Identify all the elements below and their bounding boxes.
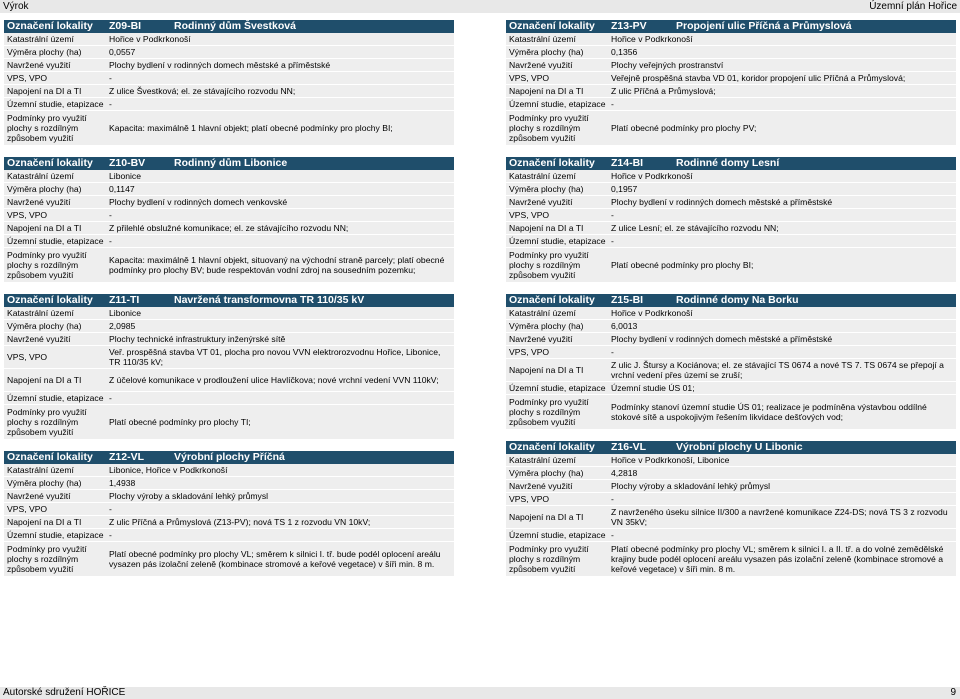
row-podminky-vyuziti [4, 248, 454, 283]
vps-vpo-value: Veřejně prospěšná stavba VD 01, koridor propojení ulic Příčná a Průmyslová; [611, 73, 906, 83]
lokalita-block [506, 157, 956, 283]
lokalita-code: Z12-VL [109, 451, 145, 463]
vps-vpo-value: - [611, 347, 614, 357]
katastralni-uzemi-label: Katastrální území [509, 34, 576, 44]
lokalita-name: Propojení ulic Příčná a Průmyslová [676, 20, 852, 32]
lokalita-code: Z09-BI [109, 20, 142, 32]
lokalita-code: Z13-PV [611, 20, 647, 32]
vymera-plochy-label: Výměra plochy (ha) [7, 47, 82, 57]
lokalita-block [4, 157, 454, 283]
row-uzemni-studie [506, 235, 956, 248]
row-podminky-vyuziti [4, 405, 454, 440]
lokalita-header [506, 157, 956, 170]
lokalita-block [4, 294, 454, 440]
row-navrzene-vyuziti [506, 480, 956, 493]
vymera-plochy-value: 0,1957 [611, 184, 638, 194]
row-uzemni-studie [506, 98, 956, 111]
podminky-vyuziti-value: Platí obecné podmínky pro plochy TI; [109, 417, 251, 427]
lokalita-name: Výrobní plochy U Libonic [676, 441, 803, 453]
katastralni-uzemi-label: Katastrální území [7, 308, 74, 318]
katastralni-uzemi-value: Hořice v Podkrkonoší [611, 34, 693, 44]
oznaceni-label: Označení lokality [7, 20, 93, 32]
lokalita-code: Z15-BI [611, 294, 644, 306]
navrzene-vyuziti-label: Navržené využití [7, 60, 71, 70]
navrzene-vyuziti-value: Plochy bydlení v rodinných domech městské a příměstské [109, 60, 331, 70]
vps-vpo-value: - [611, 494, 614, 504]
napojeni-di-ti-label: Napojení na DI a TI [509, 223, 584, 233]
uzemni-studie-label: Územní studie, etapizace [509, 99, 606, 109]
napojeni-di-ti-value: Z ulic Příčná a Průmyslová; [611, 86, 716, 96]
vps-vpo-label: VPS, VPO [509, 73, 550, 83]
row-katastralni-uzemi [506, 33, 956, 46]
row-navrzene-vyuziti [506, 196, 956, 209]
navrzene-vyuziti-label: Navržené využití [7, 334, 71, 344]
vymera-plochy-value: 0,0557 [109, 47, 136, 57]
napojeni-di-ti-value: Z ulic Příčná a Průmyslová (Z13-PV); nová TS 1 z rozvodu VN 10kV; [109, 517, 371, 527]
row-katastralni-uzemi [4, 307, 454, 320]
lokalita-header [506, 20, 956, 33]
vymera-plochy-value: 1,4938 [109, 478, 136, 488]
uzemni-studie-label: Územní studie, etapizace [509, 530, 606, 540]
row-navrzene-vyuziti [4, 490, 454, 503]
row-podminky-vyuziti [506, 111, 956, 146]
vps-vpo-label: VPS, VPO [7, 352, 48, 362]
napojeni-di-ti-value: Z přilehlé obslužné komunikace; el. ze stávajícího rozvodu NN; [109, 223, 349, 233]
row-vymera-plochy [506, 467, 956, 480]
page-header [0, 0, 960, 13]
row-napojeni-di-ti [4, 85, 454, 98]
katastralni-uzemi-label: Katastrální území [7, 171, 74, 181]
napojeni-di-ti-label: Napojení na DI a TI [7, 86, 82, 96]
navrzene-vyuziti-value: Plochy výroby a skladování lehký průmysl [611, 481, 771, 491]
lokalita-block [506, 20, 956, 146]
row-uzemni-studie [506, 382, 956, 395]
oznaceni-label: Označení lokality [509, 294, 595, 306]
lokalita-header [4, 20, 454, 33]
podminky-vyuziti-label: Podmínky pro využití plochy s rozdílným způsobem využití [509, 397, 589, 427]
row-vymera-plochy [506, 183, 956, 196]
header-section: Výrok [3, 1, 29, 12]
uzemni-studie-value: - [109, 99, 112, 109]
row-katastralni-uzemi [4, 170, 454, 183]
vps-vpo-value: Veř. prospěšná stavba VT 01, plocha pro novou VVN elektrorozvodnu Hořice, Libonice, TR 110/35 kV; [109, 347, 441, 367]
row-katastralni-uzemi [4, 33, 454, 46]
lokalita-name: Rodinné domy Lesní [676, 157, 780, 169]
row-katastralni-uzemi [506, 454, 956, 467]
uzemni-studie-value: - [611, 530, 614, 540]
oznaceni-label: Označení lokality [7, 294, 93, 306]
row-podminky-vyuziti [4, 542, 454, 577]
row-napojeni-di-ti [506, 85, 956, 98]
navrzene-vyuziti-value: Plochy výroby a skladování lehký průmysl [109, 491, 269, 501]
row-vps-vpo [506, 493, 956, 506]
uzemni-studie-value: - [611, 236, 614, 246]
row-vps-vpo [506, 72, 956, 85]
oznaceni-label: Označení lokality [7, 157, 93, 169]
vymera-plochy-label: Výměra plochy (ha) [7, 321, 82, 331]
vymera-plochy-value: 0,1147 [109, 184, 135, 194]
row-navrzene-vyuziti [4, 333, 454, 346]
podminky-vyuziti-label: Podmínky pro využití plochy s rozdílným způsobem využití [7, 544, 87, 574]
vymera-plochy-label: Výměra plochy (ha) [509, 47, 584, 57]
napojeni-di-ti-label: Napojení na DI a TI [509, 365, 584, 375]
lokalita-code: Z16-VL [611, 441, 647, 453]
vps-vpo-label: VPS, VPO [7, 504, 48, 514]
podminky-vyuziti-label: Podmínky pro využití plochy s rozdílným způsobem využití [7, 407, 87, 437]
row-vps-vpo [506, 209, 956, 222]
podminky-vyuziti-value: Platí obecné podmínky pro plochy VL; směrem k silnici I. a II. tř. a do volné zemědělské krajiny bude podél oplocení areálu vysazen pás izolační zeleně (kombinace stromové a keřové vegetace) v šíři min. 8 m. [611, 544, 944, 574]
vps-vpo-label: VPS, VPO [7, 210, 48, 220]
row-vymera-plochy [4, 320, 454, 333]
vymera-plochy-label: Výměra plochy (ha) [7, 478, 82, 488]
footer-author: Autorské sdružení HOŘICE [3, 687, 126, 698]
katastralni-uzemi-label: Katastrální území [7, 465, 74, 475]
uzemni-studie-label: Územní studie, etapizace [7, 236, 104, 246]
lokalita-block [506, 441, 956, 577]
napojeni-di-ti-value: Z ulice Švestková; el. ze stávajícího rozvodu NN; [109, 86, 296, 96]
katastralni-uzemi-value: Libonice, Hořice v Podkrkonoší [109, 465, 228, 475]
podminky-vyuziti-label: Podmínky pro využití plochy s rozdílným způsobem využití [7, 113, 87, 143]
navrzene-vyuziti-label: Navržené využití [509, 60, 573, 70]
vymera-plochy-label: Výměra plochy (ha) [509, 321, 584, 331]
katastralni-uzemi-label: Katastrální území [509, 455, 576, 465]
vps-vpo-label: VPS, VPO [509, 494, 550, 504]
row-navrzene-vyuziti [4, 196, 454, 209]
podminky-vyuziti-value: Platí obecné podmínky pro plochy PV; [611, 123, 757, 133]
row-katastralni-uzemi [506, 307, 956, 320]
navrzene-vyuziti-value: Plochy bydlení v rodinných domech městské a příměstské [611, 197, 833, 207]
vymera-plochy-value: 4,2818 [611, 468, 638, 478]
katastralni-uzemi-label: Katastrální území [7, 34, 74, 44]
uzemni-studie-value: - [109, 393, 112, 403]
lokalita-header [4, 157, 454, 170]
row-vps-vpo [4, 72, 454, 85]
row-uzemni-studie [4, 392, 454, 405]
navrzene-vyuziti-label: Navržené využití [509, 197, 573, 207]
uzemni-studie-label: Územní studie, etapizace [509, 383, 606, 393]
podminky-vyuziti-label: Podmínky pro využití plochy s rozdílným způsobem využití [509, 250, 589, 280]
lokalita-header [4, 451, 454, 464]
page-number: 9 [950, 687, 956, 698]
lokalita-name: Rodinný dům Libonice [174, 157, 288, 169]
vymera-plochy-label: Výměra plochy (ha) [509, 184, 584, 194]
row-napojeni-di-ti [506, 359, 956, 382]
navrzene-vyuziti-value: Plochy bydlení v rodinných domech městské a příměstské [611, 334, 833, 344]
napojeni-di-ti-value: Z ulic J. Štursy a Kociánova; el. ze stávající TS 0674 a nové TS 7. TS 0674 se přepojí a vrchní vedení přes území se zruší; [611, 360, 944, 380]
header-document-title: Územní plán Hořice [869, 1, 957, 12]
uzemni-studie-label: Územní studie, etapizace [509, 236, 606, 246]
podminky-vyuziti-value: Platí obecné podmínky pro plochy VL; směrem k silnici I. tř. bude podél oplocení areálu vysazen pás izolační zeleně (kombinace stromové a keřové vegetace) v šíři min. 8 m. [109, 549, 441, 569]
uzemni-studie-label: Územní studie, etapizace [7, 99, 104, 109]
row-katastralni-uzemi [4, 464, 454, 477]
row-podminky-vyuziti [506, 395, 956, 430]
row-uzemni-studie [4, 98, 454, 111]
navrzene-vyuziti-value: Plochy veřejných prostranství [611, 60, 724, 70]
uzemni-studie-value: - [611, 99, 614, 109]
vymera-plochy-value: 6,0013 [611, 321, 638, 331]
row-vps-vpo [506, 346, 956, 359]
row-vymera-plochy [4, 477, 454, 490]
katastralni-uzemi-value: Hořice v Podkrkonoší, Libonice [611, 455, 730, 465]
katastralni-uzemi-value: Hořice v Podkrkonoší [611, 171, 693, 181]
napojeni-di-ti-label: Napojení na DI a TI [7, 223, 82, 233]
vymera-plochy-value: 0,1356 [611, 47, 638, 57]
lokalita-header [4, 294, 454, 307]
podminky-vyuziti-label: Podmínky pro využití plochy s rozdílným způsobem využití [7, 250, 87, 280]
row-uzemni-studie [506, 529, 956, 542]
uzemni-studie-value: - [109, 236, 112, 246]
row-podminky-vyuziti [506, 542, 956, 577]
row-navrzene-vyuziti [506, 59, 956, 72]
oznaceni-label: Označení lokality [7, 451, 93, 463]
right-column [506, 20, 956, 577]
row-vps-vpo [4, 346, 454, 369]
oznaceni-label: Označení lokality [509, 20, 595, 32]
katastralni-uzemi-value: Libonice [109, 308, 142, 318]
navrzene-vyuziti-label: Navržené využití [509, 481, 573, 491]
katastralni-uzemi-label: Katastrální území [509, 308, 576, 318]
row-vymera-plochy [4, 46, 454, 59]
vps-vpo-value: - [611, 210, 614, 220]
vymera-plochy-value: 2,0985 [109, 321, 136, 331]
napojeni-di-ti-value: Z účelové komunikace v prodloužení ulice Havlíčkova; nové vrchní vedení VVN 110kV; [109, 375, 439, 385]
page-footer [0, 687, 960, 699]
row-napojeni-di-ti [4, 369, 454, 392]
lokalita-name: Rodinné domy Na Borku [676, 294, 799, 306]
lokalita-name: Navržená transformovna TR 110/35 kV [174, 294, 365, 306]
row-napojeni-di-ti [506, 222, 956, 235]
vps-vpo-label: VPS, VPO [509, 210, 550, 220]
row-napojeni-di-ti [506, 506, 956, 529]
row-vymera-plochy [506, 320, 956, 333]
navrzene-vyuziti-label: Navržené využití [7, 197, 71, 207]
navrzene-vyuziti-label: Navržené využití [509, 334, 573, 344]
row-vps-vpo [4, 209, 454, 222]
row-vymera-plochy [506, 46, 956, 59]
row-podminky-vyuziti [4, 111, 454, 146]
vps-vpo-label: VPS, VPO [7, 73, 48, 83]
lokalita-name: Rodinný dům Švestková [174, 20, 296, 32]
row-vps-vpo [4, 503, 454, 516]
row-uzemni-studie [4, 235, 454, 248]
oznaceni-label: Označení lokality [509, 157, 595, 169]
row-katastralni-uzemi [506, 170, 956, 183]
katastralni-uzemi-value: Libonice [109, 171, 142, 181]
podminky-vyuziti-label: Podmínky pro využití plochy s rozdílným způsobem využití [509, 544, 589, 574]
napojeni-di-ti-label: Napojení na DI a TI [7, 375, 82, 385]
row-navrzene-vyuziti [4, 59, 454, 72]
row-napojeni-di-ti [4, 516, 454, 529]
navrzene-vyuziti-value: Plochy technické infrastruktury inženýrské sítě [109, 334, 286, 344]
napojeni-di-ti-value: Z ulice Lesní; el. ze stávajícího rozvodu NN; [611, 223, 779, 233]
lokalita-code: Z10-BV [109, 157, 146, 169]
napojeni-di-ti-label: Napojení na DI a TI [509, 86, 584, 96]
lokalita-block [4, 451, 454, 577]
navrzene-vyuziti-label: Navržené využití [7, 491, 71, 501]
navrzene-vyuziti-value: Plochy bydlení v rodinných domech venkovské [109, 197, 288, 207]
vps-vpo-value: - [109, 504, 112, 514]
podminky-vyuziti-value: Kapacita: maximálně 1 hlavní objekt, situovaný na východní straně parcely; platí obecné podmínky pro plochy BV; bude respektován vodní zdroj na sousedním pozemku; [109, 255, 445, 275]
left-column [4, 20, 454, 577]
lokalita-block [506, 294, 956, 430]
lokalita-header [506, 294, 956, 307]
lokalita-code: Z14-BI [611, 157, 644, 169]
row-uzemni-studie [4, 529, 454, 542]
vymera-plochy-label: Výměra plochy (ha) [509, 468, 584, 478]
row-navrzene-vyuziti [506, 333, 956, 346]
lokalita-block [4, 20, 454, 146]
napojeni-di-ti-label: Napojení na DI a TI [7, 517, 82, 527]
vps-vpo-value: - [109, 210, 112, 220]
uzemni-studie-value: - [109, 530, 112, 540]
row-napojeni-di-ti [4, 222, 454, 235]
vps-vpo-value: - [109, 73, 112, 83]
vymera-plochy-label: Výměra plochy (ha) [7, 184, 82, 194]
lokalita-name: Výrobní plochy Příčná [174, 451, 285, 463]
vps-vpo-label: VPS, VPO [509, 347, 550, 357]
oznaceni-label: Označení lokality [509, 441, 595, 453]
row-vymera-plochy [4, 183, 454, 196]
podminky-vyuziti-value: Kapacita: maximálně 1 hlavní objekt; platí obecné podmínky pro plochy BI; [109, 123, 393, 133]
podminky-vyuziti-value: Platí obecné podmínky pro plochy BI; [611, 260, 754, 270]
uzemni-studie-label: Územní studie, etapizace [7, 530, 104, 540]
katastralni-uzemi-value: Hořice v Podkrkonoší [109, 34, 191, 44]
podminky-vyuziti-label: Podmínky pro využití plochy s rozdílným způsobem využití [509, 113, 589, 143]
uzemni-studie-label: Územní studie, etapizace [7, 393, 104, 403]
uzemni-studie-value: Územní studie ÚS 01; [611, 383, 695, 393]
katastralni-uzemi-value: Hořice v Podkrkonoší [611, 308, 693, 318]
katastralni-uzemi-label: Katastrální území [509, 171, 576, 181]
napojeni-di-ti-value: Z navrženého úseku silnice II/300 a navržené komunikace Z24-DS; nová TS 3 z rozvodu VN 35kV; [611, 507, 948, 527]
napojeni-di-ti-label: Napojení na DI a TI [509, 512, 584, 522]
lokalita-header [506, 441, 956, 454]
row-podminky-vyuziti [506, 248, 956, 283]
podminky-vyuziti-value: Podmínky stanoví územní studie ÚS 01; realizace je podmíněna výstavbou oddílné stokové sítě a uspokojivým řešením likvidace dešťových vod; [611, 402, 927, 422]
lokalita-code: Z11-TI [109, 294, 140, 306]
